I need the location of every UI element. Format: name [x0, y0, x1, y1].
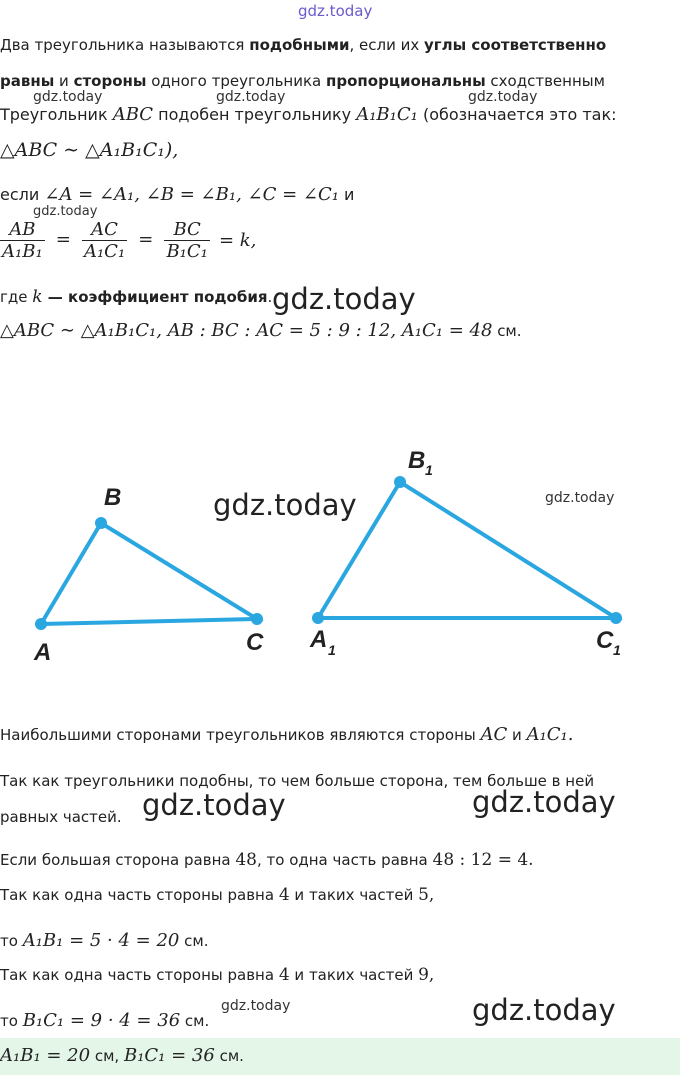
coefficient-line: где k — коэффициент подобия.: [0, 287, 273, 307]
solution-line-6: то A₁B₁ = 5 · 4 = 20 см.: [0, 930, 209, 951]
watermark: gdz.today: [216, 89, 286, 105]
label-c: C: [246, 629, 264, 656]
solution-line-3: равных частей.: [0, 808, 122, 826]
watermark: gdz.today: [545, 490, 615, 506]
triangles-figure: [0, 430, 680, 670]
definition-line-2: равны и стороны одного треугольника пропорциональны сходственным: [0, 72, 605, 90]
definition-line-1: Два треугольника называются подобными, если их углы соответственно: [0, 36, 607, 54]
vertex-a1: [312, 612, 324, 624]
solution-line-1: Наибольшими сторонами треугольников являются стороны AC и A₁C₁.: [0, 724, 574, 745]
solution-line-5: Так как одна часть стороны равна 4 и таких частей 5,: [0, 885, 435, 905]
fraction: $\frac{AC}{\text{A₁C₁}}$: [83, 219, 126, 262]
label-a1-sub: 1: [328, 642, 336, 658]
similarity-notation: △ABC ∼ △A₁B₁C₁),: [0, 139, 179, 161]
watermark-top: gdz.today: [298, 2, 373, 20]
solution-line-2: Так как треугольники подобны, то чем больше сторона, тем больше в ней: [0, 772, 595, 790]
watermark-large: gdz.today: [213, 488, 357, 522]
label-b: B: [104, 484, 122, 511]
answer-text: A₁B₁ = 20 см, B₁C₁ = 36 см.: [0, 1045, 244, 1066]
fraction: $\frac{BC}{\text{B₁C₁}}$: [166, 219, 208, 262]
watermark: gdz.today: [468, 89, 538, 105]
vertex-b: [95, 517, 107, 529]
given-condition: △ABC ∼ △A₁B₁C₁, AB : BC : AC = 5 : 9 : 12, A₁C₁ = 48 см.: [0, 320, 522, 341]
triangle-abc: [41, 523, 257, 624]
fraction: $\frac{AB}{\text{A₁B₁}}$: [2, 219, 43, 262]
vertex-a: [35, 618, 47, 630]
label-b1: B: [408, 447, 426, 474]
watermark-large: gdz.today: [472, 993, 616, 1027]
watermark: gdz.today: [33, 89, 103, 105]
watermark: gdz.today: [33, 204, 98, 219]
solution-line-8: то B₁C₁ = 9 · 4 = 36 см.: [0, 1010, 210, 1031]
angle-condition: если ∠A = ∠A₁, ∠B = ∠B₁, ∠C = ∠C₁ и: [0, 184, 355, 205]
watermark-large: gdz.today: [272, 282, 416, 316]
triangle-a1b1c1: [318, 482, 616, 618]
solution-line-7: Так как одна часть стороны равна 4 и таких частей 9,: [0, 965, 435, 985]
definition-line-3: Треугольник ABC подобен треугольнику A₁B₁C₁ (обозначается это так:: [0, 104, 617, 125]
label-b1-sub: 1: [425, 462, 433, 478]
label-a1: A: [310, 626, 328, 653]
watermark-large: gdz.today: [472, 785, 616, 819]
watermark-large: gdz.today: [142, 788, 286, 822]
label-c1: C: [596, 627, 614, 654]
label-a: A: [34, 639, 52, 666]
proportion-formula: $\frac{AB}{\text{A₁B₁}}$ = $\frac{AC}{\text{A₁C₁}}$ = $\frac{BC}{\text{B₁C₁}}$ = k,: [2, 219, 257, 262]
answer-box: [0, 1038, 680, 1075]
watermark: gdz.today: [221, 998, 291, 1014]
vertex-c1: [610, 612, 622, 624]
label-c1-sub: 1: [613, 642, 621, 658]
vertex-b1: [394, 476, 406, 488]
solution-line-4: Если большая сторона равна 48, то одна часть равна 48 : 12 = 4.: [0, 850, 534, 870]
vertex-c: [251, 613, 263, 625]
